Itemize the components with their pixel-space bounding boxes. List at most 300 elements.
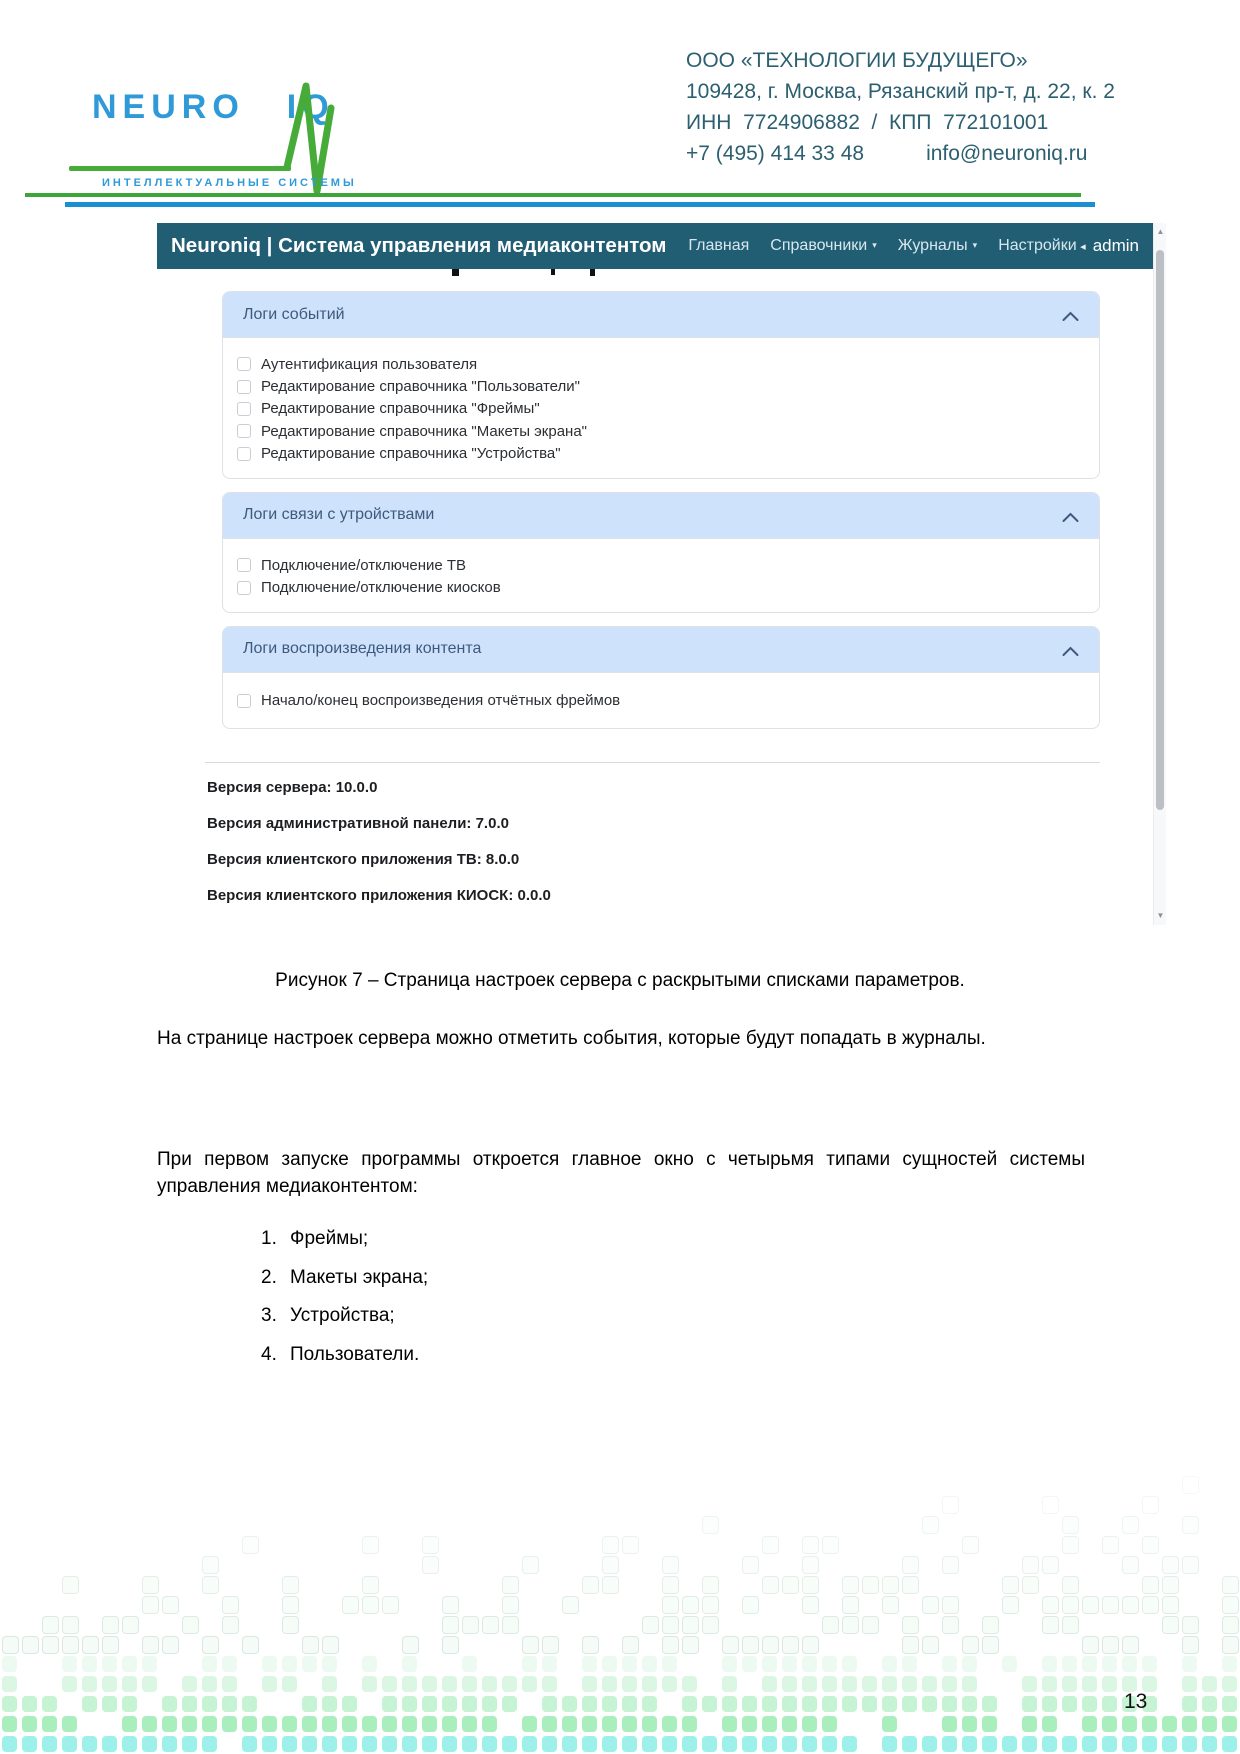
mosaic-cell [1102,1716,1117,1732]
checkbox-row [237,353,1085,375]
mosaic-cell [422,1736,437,1752]
mosaic-cell [942,1676,957,1692]
mosaic-cell [62,1616,79,1634]
mosaic-cell [1042,1656,1057,1672]
mosaic-cell [962,1716,977,1732]
body-paragraph: На странице настроек сервера можно отметить события, которые будут попадать в журналы. [157,1028,986,1049]
mosaic-cell [882,1736,897,1752]
mosaic-cell [1142,1536,1159,1554]
mosaic-cell [962,1676,977,1692]
mosaic-cell [1042,1736,1057,1752]
mosaic-cell [22,1736,37,1752]
checkbox-row [237,420,1085,442]
user-name: admin [1092,236,1139,255]
mosaic-cell [662,1636,679,1654]
mosaic-cell [662,1656,677,1672]
mosaic-cell [502,1576,519,1594]
mosaic-cell [882,1716,897,1732]
accordion-header[interactable] [223,627,1099,673]
logo-text-right: IQ [286,88,335,126]
mosaic-cell [1162,1576,1179,1594]
mosaic-cell [482,1676,497,1692]
nav-item-label: Справочники [770,237,868,254]
logo-underline [69,166,291,171]
scrollbar-thumb[interactable] [1156,250,1164,810]
mosaic-cell [802,1576,819,1594]
mosaic-cell [182,1736,197,1752]
mosaic-cell [802,1636,819,1654]
mosaic-cell [1102,1656,1117,1672]
mosaic-cell [582,1676,597,1692]
mosaic-cell [362,1576,379,1594]
mosaic-cell [1042,1716,1057,1732]
mosaic-cell [842,1736,857,1752]
mosaic-cell [1102,1536,1119,1554]
checkbox-row [237,375,1085,397]
mosaic-cell [902,1556,919,1574]
mosaic-cell [142,1576,159,1594]
mosaic-cell [802,1656,817,1672]
list-item [261,1228,428,1250]
mosaic-cell [142,1736,157,1752]
mosaic-cell [102,1616,119,1634]
mosaic-cell [1122,1596,1139,1614]
mosaic-cell [922,1676,937,1692]
mosaic-cell [342,1696,357,1712]
list-label: Пользователи. [290,1343,420,1365]
mosaic-cell [342,1596,359,1614]
mosaic-cell [1042,1676,1057,1692]
mosaic-cell [362,1736,377,1752]
footer-mosaic [0,1474,1240,1754]
checkbox-label: Редактирование справочника "Фреймы" [261,400,540,418]
nav-item-3[interactable] [998,237,1076,255]
mosaic-cell [1062,1696,1077,1712]
mosaic-cell [802,1536,819,1554]
mosaic-cell [582,1736,597,1752]
mosaic-cell [322,1696,337,1712]
mosaic-cell [882,1596,899,1614]
mosaic-cell [642,1656,657,1672]
mosaic-cell [842,1696,857,1712]
mosaic-cell [1142,1736,1157,1752]
chevron-down-icon: ▾ [972,240,978,250]
mosaic-cell [762,1736,777,1752]
mosaic-cell [1102,1736,1117,1752]
mosaic-cell [302,1736,317,1752]
mosaic-cell [662,1576,679,1594]
mosaic-cell [542,1636,559,1654]
mosaic-cell [562,1716,577,1732]
mosaic-cell [642,1676,657,1692]
mosaic-cell [2,1636,19,1654]
mosaic-cell [362,1676,377,1692]
mosaic-cell [1122,1716,1137,1732]
mosaic-cell [122,1716,137,1732]
mosaic-cell [662,1736,677,1752]
mosaic-cell [862,1676,877,1692]
mosaic-cell [922,1736,937,1752]
mosaic-cell [722,1696,737,1712]
accordion-card [222,626,1100,729]
mosaic-cell [522,1556,539,1574]
mosaic-cell [602,1556,619,1574]
mosaic-cell [1002,1576,1019,1594]
mosaic-cell [1042,1596,1059,1614]
nav-item-2[interactable] [898,237,977,255]
list-number: 3. [261,1305,277,1326]
checkbox-row [237,690,1085,712]
list-item [261,1344,428,1366]
user-menu[interactable] [1080,236,1139,256]
mosaic-cell [1222,1596,1239,1614]
mosaic-cell [622,1696,637,1712]
checkbox-label: Подключение/отключение киосков [261,579,501,597]
mosaic-cell [922,1636,939,1654]
list-label: Фреймы; [290,1228,369,1249]
mosaic-cell [742,1596,759,1614]
mosaic-cell [782,1716,797,1732]
mosaic-cell [162,1596,179,1614]
mosaic-cell [262,1656,277,1672]
mosaic-cell [1062,1656,1077,1672]
mosaic-cell [122,1696,137,1712]
mosaic-cell [762,1696,777,1712]
mosaic-cell [1062,1736,1077,1752]
clipped-text-artifact [590,269,595,276]
mosaic-cell [1102,1596,1119,1614]
mosaic-cell [82,1736,97,1752]
mosaic-cell [962,1736,977,1752]
mosaic-cell [202,1576,219,1594]
mosaic-cell [942,1556,959,1574]
mosaic-cell [422,1556,439,1574]
mosaic-cell [762,1676,777,1692]
mosaic-cell [362,1536,379,1554]
logo-wordmark [92,88,357,189]
mosaic-cell [582,1696,597,1712]
mosaic-cell [782,1676,797,1692]
mosaic-cell [162,1636,179,1654]
mosaic-cell [362,1596,379,1614]
mosaic-cell [962,1636,979,1654]
list-label: Макеты экрана; [290,1266,429,1288]
mosaic-cell [702,1616,719,1634]
mosaic-cell [142,1636,159,1654]
mosaic-cell [802,1596,819,1614]
mosaic-cell [1122,1556,1139,1574]
mosaic-cell [682,1716,697,1732]
mosaic-cell [1062,1536,1079,1554]
mosaic-cell [942,1596,959,1614]
mosaic-cell [2,1696,17,1712]
mosaic-cell [902,1656,917,1672]
mosaic-cell [822,1616,839,1634]
mosaic-cell [682,1616,699,1634]
checkbox[interactable] [237,424,251,438]
mosaic-cell [222,1596,239,1614]
version-line: Версия сервера: 10.0.0 [207,779,378,796]
mosaic-cell [82,1696,97,1712]
company-email: info@neuroniq.ru [926,142,1088,165]
mosaic-cell [162,1736,177,1752]
scroll-down-icon[interactable]: ▼ [1156,911,1165,920]
mosaic-cell [342,1716,357,1732]
mosaic-cell [822,1696,837,1712]
scroll-up-icon[interactable]: ▲ [1156,227,1165,236]
mosaic-cell [442,1736,457,1752]
chevron-up-icon [1062,309,1079,327]
accordion-header[interactable] [223,292,1099,338]
mosaic-cell [82,1676,97,1692]
checkbox[interactable] [237,357,251,371]
vertical-scrollbar[interactable] [1153,223,1166,925]
mosaic-cell [102,1676,117,1692]
mosaic-cell [382,1696,397,1712]
checkbox[interactable] [237,380,251,394]
mosaic-cell [442,1676,457,1692]
mosaic-cell [1042,1616,1059,1634]
mosaic-cell [1142,1656,1157,1672]
mosaic-cell [242,1716,257,1732]
mosaic-cell [442,1596,459,1614]
checkbox[interactable] [237,402,251,416]
mosaic-cell [342,1736,357,1752]
mosaic-cell [522,1656,537,1672]
mosaic-cell [482,1616,499,1634]
nav-item-label: Главная [688,237,750,254]
mosaic-cell [242,1736,257,1752]
mosaic-cell [262,1676,277,1692]
mosaic-cell [582,1636,599,1654]
mosaic-cell [182,1676,197,1692]
mosaic-cell [1002,1656,1017,1672]
mosaic-cell [1082,1656,1097,1672]
mosaic-cell [702,1576,719,1594]
checkbox-row [237,443,1085,465]
mosaic-cell [1042,1556,1059,1574]
checkbox-label: Подключение/отключение ТВ [261,556,467,574]
numbered-list [261,1228,428,1382]
mosaic-cell [2,1656,17,1672]
mosaic-cell [222,1696,237,1712]
logo-text-left: NEURO [92,88,245,126]
mosaic-cell [782,1636,799,1654]
mosaic-cell [602,1676,617,1692]
version-line: Версия административной панели: 7.0.0 [207,815,509,832]
version-info [207,779,551,923]
mosaic-cell [1062,1576,1079,1594]
mosaic-cell [1182,1736,1197,1752]
accordion-title: Логи связи с утройствами [243,506,435,524]
mosaic-cell [362,1716,377,1732]
checkbox-label: Редактирование справочника "Макеты экрана" [261,422,588,440]
mosaic-cell [322,1636,339,1654]
mosaic-cell [862,1616,879,1634]
mosaic-cell [202,1656,217,1672]
mosaic-cell [1202,1676,1217,1692]
accordion-header[interactable] [223,493,1099,539]
mosaic-cell [1102,1696,1117,1712]
accordion-body [223,539,1099,612]
mosaic-cell [142,1596,159,1614]
mosaic-cell [1122,1736,1137,1752]
mosaic-cell [42,1716,57,1732]
page-number: 13 [1124,1690,1148,1713]
mosaic-cell [462,1616,479,1634]
mosaic-cell [282,1736,297,1752]
mosaic-cell [1162,1616,1179,1634]
mosaic-cell [542,1676,557,1692]
mosaic-cell [902,1676,917,1692]
mosaic-cell [462,1736,477,1752]
mosaic-cell [722,1656,737,1672]
mosaic-cell [282,1616,299,1634]
mosaic-cell [1182,1636,1199,1654]
mosaic-cell [542,1736,557,1752]
mosaic-cell [1182,1716,1197,1732]
mosaic-cell [602,1736,617,1752]
mosaic-cell [1162,1716,1177,1732]
mosaic-cell [102,1736,117,1752]
mosaic-cell [22,1696,37,1712]
mosaic-cell [902,1616,919,1634]
mosaic-cell [1062,1516,1079,1534]
mosaic-cell [382,1596,399,1614]
mosaic-cell [1202,1736,1217,1752]
mosaic-cell [1062,1616,1079,1634]
mosaic-cell [742,1716,757,1732]
mosaic-cell [742,1736,757,1752]
mosaic-cell [522,1676,537,1692]
mosaic-cell [82,1656,97,1672]
mosaic-cell [1182,1616,1199,1634]
mosaic-cell [582,1716,597,1732]
mosaic-cell [482,1716,497,1732]
checkbox-row [237,576,1085,598]
mosaic-cell [502,1616,519,1634]
mosaic-cell [122,1736,137,1752]
checkbox-row [237,554,1085,576]
mosaic-cell [222,1616,239,1634]
mosaic-cell [282,1656,297,1672]
chevron-up-icon [1062,510,1079,528]
mosaic-cell [942,1496,959,1514]
mosaic-cell [162,1696,177,1712]
accordion-card [222,291,1100,479]
mosaic-cell [42,1636,59,1654]
mosaic-cell [842,1656,857,1672]
mosaic-cell [202,1556,219,1574]
list-item [261,1305,428,1327]
mosaic-cell [802,1676,817,1692]
mosaic-cell [602,1716,617,1732]
mosaic-cell [402,1676,417,1692]
list-item [261,1267,428,1289]
mosaic-cell [1182,1656,1197,1672]
mosaic-cell [62,1736,77,1752]
mosaic-cell [862,1696,877,1712]
checkbox-label: Редактирование справочника "Устройства" [261,445,561,463]
mosaic-cell [802,1556,819,1574]
mosaic-cell [402,1696,417,1712]
mosaic-cell [102,1636,119,1654]
mosaic-cell [422,1536,439,1554]
mosaic-cell [622,1536,639,1554]
mosaic-cell [182,1716,197,1732]
checkbox[interactable] [237,581,251,595]
mosaic-cell [162,1716,177,1732]
mosaic-cell [2,1736,17,1752]
mosaic-cell [642,1696,657,1712]
checkbox[interactable] [237,694,251,708]
mosaic-cell [1222,1736,1237,1752]
mosaic-cell [582,1576,599,1594]
checkbox[interactable] [237,558,251,572]
mosaic-cell [602,1576,619,1594]
mosaic-cell [562,1736,577,1752]
nav-item-0[interactable] [688,237,749,255]
mosaic-cell [682,1676,697,1692]
mosaic-cell [1162,1736,1177,1752]
mosaic-cell [962,1696,977,1712]
mosaic-cell [122,1676,137,1692]
mosaic-cell [942,1736,957,1752]
mosaic-cell [1222,1696,1237,1712]
mosaic-cell [322,1656,337,1672]
mosaic-cell [622,1716,637,1732]
mosaic-cell [802,1696,817,1712]
mosaic-cell [1082,1736,1097,1752]
mosaic-cell [42,1696,57,1712]
mosaic-cell [1002,1596,1019,1614]
mosaic-cell [262,1716,277,1732]
accordion-group [222,291,1100,729]
mosaic-cell [922,1596,939,1614]
list-number: 2. [261,1266,277,1288]
mosaic-cell [242,1696,257,1712]
mosaic-cell [282,1716,297,1732]
mosaic-cell [502,1676,517,1692]
checkbox[interactable] [237,447,251,461]
nav-item-1[interactable] [770,237,876,255]
checkbox-label: Редактирование справочника "Пользователи" [261,378,580,396]
nav-menu [688,237,1076,255]
mosaic-cell [622,1656,637,1672]
mosaic-cell [542,1696,557,1712]
mosaic-cell [1142,1716,1157,1732]
mosaic-cell [422,1676,437,1692]
mosaic-cell [1062,1596,1079,1614]
mosaic-cell [822,1736,837,1752]
mosaic-cell [1022,1676,1037,1692]
mosaic-cell [842,1596,859,1614]
mosaic-cell [1082,1696,1097,1712]
mosaic-cell [62,1676,77,1692]
app-brand[interactable]: Neuroniq | Система управления медиаконтентом [171,234,667,257]
mosaic-cell [382,1716,397,1732]
mosaic-cell [902,1576,919,1594]
checkbox-row [237,398,1085,420]
accordion-title: Логи воспроизведения контента [243,640,482,658]
mosaic-cell [1222,1636,1239,1654]
company-info [686,45,1206,169]
mosaic-cell [142,1656,157,1672]
mosaic-cell [1222,1616,1239,1634]
mosaic-cell [962,1536,979,1554]
mosaic-cell [522,1636,539,1654]
mosaic-cell [182,1696,197,1712]
